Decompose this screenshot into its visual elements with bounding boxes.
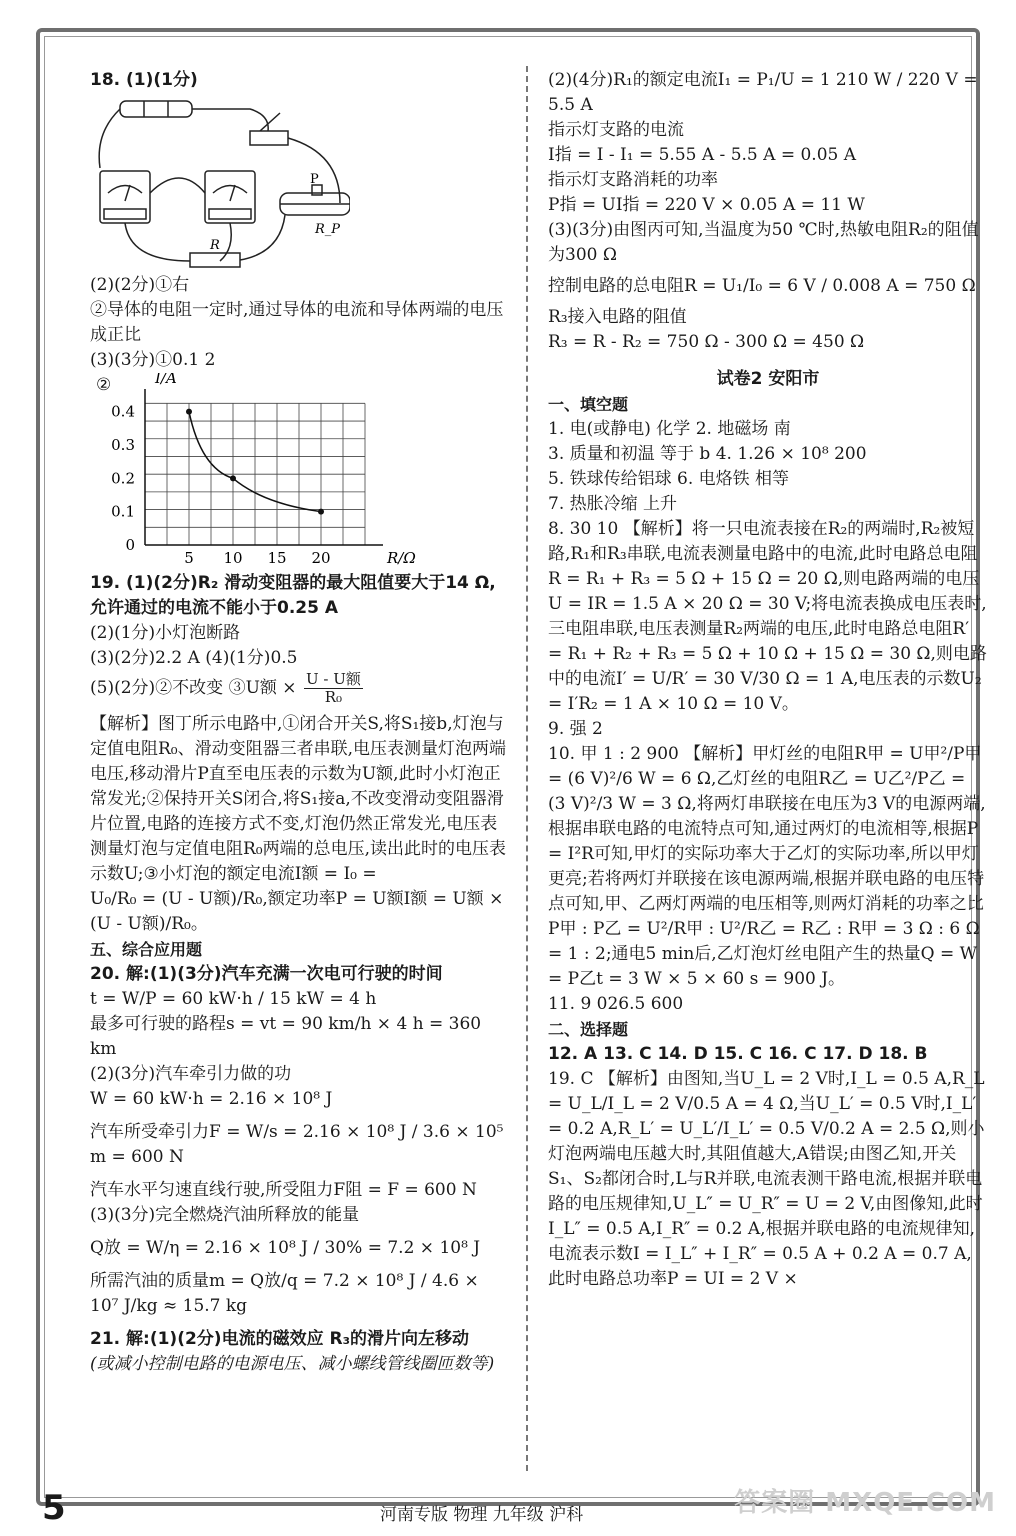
voltmeter-icon xyxy=(205,171,255,223)
q18-part2b: ②导体的电阻一定时,通过导体的电流和导体两端的电压成正比 xyxy=(90,300,504,345)
y-tick-label: 0.4 xyxy=(111,402,135,421)
column-divider xyxy=(526,66,528,1471)
q21-handwritten: (或减小控制电路的电源电压、减小螺线管线圈匝数等) xyxy=(90,1354,495,1374)
y-tick-label: 0 xyxy=(125,536,135,554)
r-r3-value: R₃ = R - R₂ = 750 Ω - 300 Ω = 450 Ω xyxy=(548,332,865,352)
q20-mass: 所需汽油的质量m = Q放/q = 7.2 × 10⁸ J / 4.6 × 10⁷ J/kg ≈ 15.7 kg xyxy=(90,1271,479,1316)
q20-resistance: 汽车水平匀速直线行驶,所受阻力F阻 = F = 600 N xyxy=(90,1180,477,1200)
q20-force: 汽车所受牵引力F = W/s = 2.16 × 10⁸ J / 3.6 × 10⁵ m = 600 N xyxy=(90,1122,504,1167)
q19-part2: (2)(1分)小灯泡断路 xyxy=(90,623,241,643)
rheostat-p-label: P xyxy=(310,172,319,187)
x-tick-label: 20 xyxy=(311,549,331,567)
data-point xyxy=(186,409,192,415)
q20-work: W = 60 kW·h = 2.16 × 10⁸ J xyxy=(90,1089,333,1109)
r-q-part3: (3)(3分)由图丙可知,当温度为50 ℃时,热敏电阻R₂的阻值为300 Ω xyxy=(548,220,979,265)
right-column xyxy=(548,68,988,1292)
page-number: 5 xyxy=(42,1488,66,1528)
answer-12-18: 12. A 13. C 14. D 15. C 16. C 17. D 18. B xyxy=(548,1044,928,1064)
answer-19: 19. C 【解析】由图知,当U_L = 2 V时,I_L = 0.5 A,R_L = U_L/I_L = 2 V/0.5 A = 4 Ω,当U_L′ = 0.5 V时,I_L′ = 0.2 A,R_L′ = U_L′/I_L′ = 0.5 V/0.2 A = 2.5 Ω,则小灯泡两端电压越大时,其阻值越大,A错误;由图乙知,开关S₁、S₂都闭合时,L与R并联,电流表测干路电流,根据并联电路的电压规律知,U_L″ = U_R″ = U = 2 V,由图像知,此时I_L″ = 0.5 A,I_R″ = 0.2 A,根据并联电路的电流规律知,电流表示数I = I_L″ + I_R″ = 0.5 A + 0.2 A = 0.7 A,此时电路总功率P = UI = 2 V × xyxy=(548,1069,985,1289)
ammeter-icon xyxy=(100,171,150,223)
q19-analysis-end: U₀/R₀ = (U - U额)/R₀,额定功率P = U额I额 = U额 × (U - U额)/R₀。 xyxy=(90,889,504,934)
q19-fraction xyxy=(304,671,363,706)
q20-time: t = W/P = 60 kW·h / 15 kW = 4 h xyxy=(90,989,377,1009)
current-resistance-chart xyxy=(90,373,420,571)
r-r3-label: R₃接入电路的阻值 xyxy=(548,307,687,327)
left-column xyxy=(90,68,510,1377)
r-branch-power-label: 指示灯支路消耗的功率 xyxy=(548,170,718,190)
switch-icon xyxy=(250,131,288,145)
answer-3-4: 3. 质量和初温 等于 b 4. 1.26 × 10⁸ 200 xyxy=(548,444,867,464)
y-tick-label: 0.2 xyxy=(111,469,135,488)
q19-fraction-num: U - U额 xyxy=(305,670,361,688)
answer-5-6: 5. 铁球传给铝球 6. 电烙铁 相等 xyxy=(548,469,790,489)
exam2-title: 试卷2 安阳市 xyxy=(716,369,820,389)
q19-part5-text: (5)(2分)②不改变 ③U额 × xyxy=(90,678,297,698)
footer-text: 河南专版 物理 九年级 沪科 xyxy=(380,1505,584,1525)
resistor-icon xyxy=(190,253,240,267)
q18-part1: 18. (1)(1分) xyxy=(90,70,198,90)
rheostat-label: R_P xyxy=(315,222,341,237)
x-axis-label: R/Ω xyxy=(387,549,416,567)
q19-fraction-den: R₀ xyxy=(324,688,343,706)
y-axis-label: I/A xyxy=(155,373,177,387)
answer-1-2: 1. 电(或静电) 化学 2. 地磁场 南 xyxy=(548,419,791,439)
r-branch-current: I指 = I - I₁ = 5.55 A - 5.5 A = 0.05 A xyxy=(548,145,857,165)
watermark: 答案圈 MXQE.COM xyxy=(734,1488,996,1518)
q18-part2a: (2)(2分)①右 xyxy=(90,275,190,295)
answer-7: 7. 热胀冷缩 上升 xyxy=(548,494,678,514)
y-tick-label: 0.3 xyxy=(111,436,135,454)
answer-9: 9. 强 2 xyxy=(548,719,603,739)
r-q-part2: (2)(4分)R₁的额定电流I₁ = P₁/U = 1 210 W / 220 V = 5.5 A xyxy=(548,70,978,115)
section-1-heading: 一、填空题 xyxy=(548,395,629,414)
q19-part3: (3)(2分)2.2 A (4)(1分)0.5 xyxy=(90,648,298,668)
x-tick-label: 10 xyxy=(223,549,243,567)
x-tick-label: 15 xyxy=(267,549,287,567)
data-point xyxy=(230,475,236,481)
y-tick-label: 0.1 xyxy=(111,502,135,521)
q20-part1: 20. 解:(1)(3分)汽车充满一次电可行驶的时间 xyxy=(90,964,443,984)
q20-distance: 最多可行驶的路程s = vt = 90 km/h × 4 h = 360 km xyxy=(90,1014,482,1059)
resistor-label: R xyxy=(210,238,220,253)
q21-part1: 21. 解:(1)(2分)电流的磁效应 R₃的滑片向左移动 xyxy=(90,1329,470,1349)
r-branch-power: P指 = UI指 = 220 V × 0.05 A = 11 W xyxy=(548,195,865,215)
chart-circle-label: ② xyxy=(96,375,112,395)
r-branch-current-label: 指示灯支路的电流 xyxy=(548,120,684,140)
answer-8: 8. 30 10 【解析】将一只电流表接在R₂的两端时,R₂被短路,R₁和R₃串联,电流表测量电路中的电流,此时电路总电阻R = R₁ + R₃ = 5 Ω + 15 Ω = 20 Ω,则电路两端的电压U = IR = 1.5 A × 20 Ω = 30 V;将电流表换成电压表时,三电阻串联,电压表测量R₂两端的电压,此时电路总电阻R′ = R₁ + R₂ + R₃ = 5 Ω + 10 Ω + 15 Ω = 30 Ω,则电路中的电流I′ = U/R′ = 30 V/30 Ω = 1 A,电压表的示数U₂ = I′R₂ = 1 A × 10 Ω = 10 V。 xyxy=(548,519,987,714)
chart-block xyxy=(90,373,510,571)
circuit-diagram xyxy=(90,93,350,273)
q19-part5 xyxy=(90,671,510,706)
q18-part3: (3)(3分)①0.1 2 xyxy=(90,350,216,370)
section-2-heading: 二、选择题 xyxy=(548,1020,629,1039)
q19-analysis: 【解析】图丁所示电路中,①闭合开关S,将S₁接b,灯泡与定值电阻R₀、滑动变阻器三者串联,电压表测量灯泡两端电压,移动滑片P直至电压表的示数为U额,此时小灯泡正常发光;②保持开关S闭合,将S₁接a,不改变滑动变阻器滑片位置,电路的连接方式不变,灯泡仍然正常发光,电压表测量灯泡与定值电阻R₀两端的总电压,读出此时的电压表示数U;③小灯泡的额定电流I额 = I₀ = xyxy=(90,714,507,884)
r-total-resistance: 控制电路的总电阻R = U₁/I₀ = 6 V / 0.008 A = 750 Ω xyxy=(548,276,976,296)
answer-10: 10. 甲 1 : 2 900 【解析】甲灯丝的电阻R甲 = U甲²/P甲 = (6 V)²/6 W = 6 Ω,乙灯丝的电阻R乙 = U乙²/P乙 = (3 V)²/3 W = 3 Ω,将两灯串联接在电压为3 V的电源两端,根据串联电路的电流特点可知,通过两灯的电流相等,根据P = I²R可知,甲灯的实际功率大于乙灯的实际功率,所以甲灯更亮;若将两灯并联接在该电源两端,根据并联电路的电压特点可知,甲、乙两灯两端的电压相等,则两灯消耗的功率之比P甲 : P乙 = U²/R甲 : U²/R乙 = R乙 : R甲 = 3 Ω : 6 Ω = 1 : 2;通电5 min后,乙灯泡灯丝电阻产生的热量Q = W = P乙t = 3 W × 5 × 60 s = 900 J。 xyxy=(548,744,986,989)
battery-icon xyxy=(120,101,192,117)
section-5-heading: 五、综合应用题 xyxy=(90,940,203,959)
data-point xyxy=(318,509,324,515)
answer-11: 11. 9 026.5 600 xyxy=(548,994,684,1014)
x-tick-label: 5 xyxy=(184,549,194,567)
q19-part1: 19. (1)(2分)R₂ 滑动变阻器的最大阻值要大于14 Ω,允许通过的电流不能小于0.25 A xyxy=(90,573,496,618)
q20-part2: (2)(3分)汽车牵引力做的功 xyxy=(90,1064,292,1084)
q20-energy: Q放 = W/η = 2.16 × 10⁸ J / 30% = 7.2 × 10⁸ J xyxy=(90,1238,481,1258)
q20-part3: (3)(3分)完全燃烧汽油所释放的能量 xyxy=(90,1205,360,1225)
